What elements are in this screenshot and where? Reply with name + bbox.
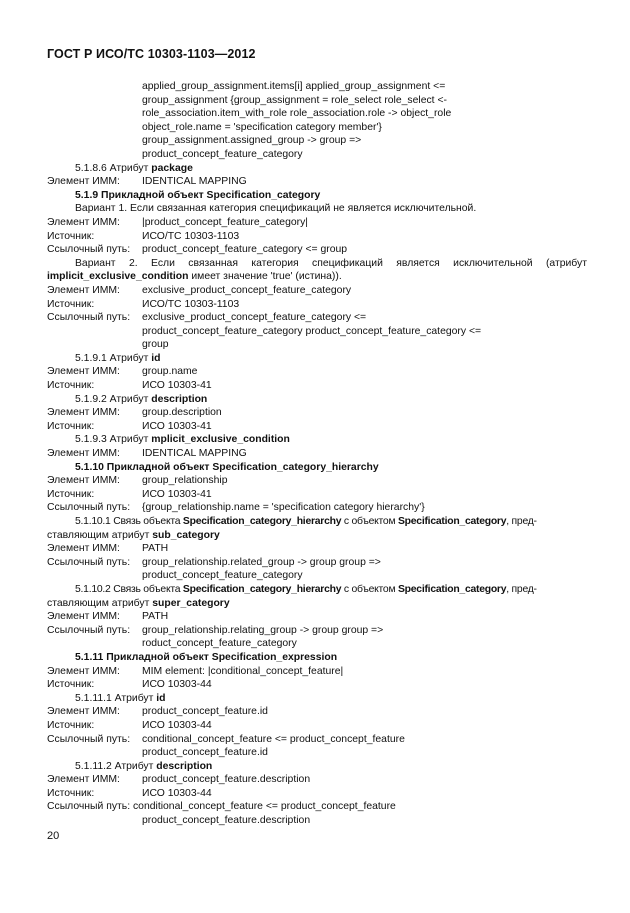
continuation-line: group_assignment {group_assignment = role_select role_select <- (142, 94, 447, 106)
text-span: с объектом (341, 583, 398, 595)
attribute-heading (47, 352, 587, 366)
mapping-label: Элемент ИММ: (47, 448, 120, 460)
text-span: имеет значение 'true' (истина)). (188, 271, 342, 283)
mapping-row (47, 420, 587, 434)
mapping-value: {group_relationship.name = 'specification category hierarchy'} (142, 502, 425, 514)
mapping-label: Элемент ИММ: (47, 706, 120, 718)
continuation-line: roduct_concept_feature_category (142, 638, 297, 650)
mapping-row (47, 624, 587, 638)
mapping-label: Элемент ИММ: (47, 216, 120, 228)
mapping-row (47, 678, 587, 692)
attribute-name: implicit_exclusive_condition (47, 271, 189, 283)
document-header: ГОСТ Р ИСО/ТС 10303-1103—2012 (47, 47, 256, 61)
mapping-row (47, 311, 587, 325)
attribute-number: 5.1.9.1 Атрибут (75, 352, 152, 364)
section-heading: 5.1.9 Прикладной объект Specification_category (75, 189, 321, 201)
mapping-label: Элемент ИММ: (47, 475, 120, 487)
mapping-label: Источник: (47, 787, 95, 799)
entity-name: Specification_category_hierarchy (182, 516, 342, 527)
text-span: с объектом (341, 516, 398, 527)
mapping-row (47, 230, 587, 244)
text-span: , пред- (506, 516, 537, 527)
mapping-label: Элемент ИММ: (47, 665, 120, 677)
mapping-label: Ссылочный путь: (47, 733, 131, 745)
mapping-value: group_relationship.related_group -> group group => (142, 556, 381, 568)
mapping-row (47, 501, 587, 515)
mapping-label: Источник: (47, 420, 95, 432)
mapping-row (47, 705, 587, 719)
section-heading: 5.1.10 Прикладной объект Specification_category_hierarchy (75, 461, 379, 473)
mapping-row (47, 175, 587, 189)
section-heading: 5.1.11 Прикладной объект Specification_expression (75, 651, 338, 663)
mapping-label: Элемент ИММ: (47, 284, 120, 296)
mapping-value: ИСО 10303-41 (142, 488, 212, 500)
mapping-row (47, 719, 587, 733)
mapping-value: ИСО 10303-44 (142, 787, 212, 799)
paragraph: Вариант 2. Если связанная категория спецификаций является исключительной (атрибут (75, 257, 587, 269)
mapping-row (47, 284, 587, 298)
mapping-row (47, 787, 587, 801)
text-span: ставляющим атрибут (47, 597, 153, 609)
mapping-row (47, 379, 587, 393)
attribute-number: 5.1.8.6 Атрибут (75, 162, 152, 174)
mapping-row (47, 365, 587, 379)
mapping-label: Элемент ИММ: (47, 611, 120, 623)
continuation-line: object_role.name = 'specification category member'} (142, 121, 382, 133)
mapping-value: product_concept_feature_category <= group (142, 244, 348, 256)
mapping-label: Источник: (47, 298, 95, 310)
continuation-line: product_concept_feature.id (142, 747, 268, 759)
text-span: , пред- (506, 583, 537, 595)
attribute-heading (47, 393, 587, 407)
mapping-label: Источник: (47, 380, 95, 392)
mapping-value: ИСО/ТС 10303-1103 (142, 298, 240, 310)
relation-heading (47, 515, 587, 529)
continuation-line: group_assignment.assigned_group -> group => (142, 135, 362, 147)
mapping-label: Ссылочный путь: (47, 556, 131, 568)
continuation-line: role_association.item_with_role role_association.role -> object_role (142, 108, 452, 120)
mapping-value: group.name (142, 366, 198, 378)
text-span: ставляющим атрибут (47, 529, 153, 541)
attribute-number: 5.1.9.3 Атрибут (75, 434, 152, 446)
attribute-name: description (156, 760, 213, 772)
mapping-row (47, 447, 587, 461)
mapping-value: IDENTICAL MAPPING (142, 448, 247, 460)
mapping-label: Элемент ИММ: (47, 366, 120, 378)
mapping-label: Элемент ИММ: (47, 774, 120, 786)
continuation-line: product_concept_feature_category (142, 148, 303, 160)
paragraph: Вариант 1. Если связанная категория спецификаций не является исключительной. (75, 203, 477, 215)
mapping-value: product_concept_feature.description (142, 774, 311, 786)
relation-heading (47, 583, 587, 597)
mapping-value: ИСО 10303-44 (142, 719, 212, 731)
page-number: 20 (47, 830, 60, 842)
attribute-heading (47, 760, 587, 774)
mapping-label: Элемент ИММ: (47, 543, 120, 555)
mapping-value: exclusive_product_concept_feature_category (142, 284, 352, 296)
mapping-label: Источник: (47, 488, 95, 500)
document-body (47, 80, 587, 828)
entity-name: Specification_category_hierarchy (182, 583, 342, 595)
mapping-label: Источник: (47, 230, 95, 242)
mapping-row (47, 773, 587, 787)
mapping-value: conditional_concept_feature <= product_concept_feature (142, 733, 405, 745)
mapping-value: ИСО/ТС 10303-1103 (142, 230, 240, 242)
mapping-label: Источник: (47, 679, 95, 691)
mapping-row (47, 216, 587, 230)
mapping-label: Ссылочный путь: (47, 244, 131, 256)
attribute-name: id (151, 352, 161, 364)
mapping-value: group_relationship.relating_group -> group group => (142, 624, 384, 636)
attribute-number: 5.1.11.2 Атрибут (75, 760, 157, 772)
mapping-row (47, 298, 587, 312)
paragraph-continuation (47, 270, 587, 284)
mapping-value: ИСО 10303-44 (142, 679, 212, 691)
mapping-value: product_concept_feature.id (142, 706, 268, 718)
mapping-label: Элемент ИММ: (47, 176, 120, 188)
mapping-row (47, 665, 587, 679)
continuation-line: product_concept_feature.description (142, 815, 311, 827)
entity-name: Specification_category (398, 516, 507, 527)
mapping-row (47, 406, 587, 420)
mapping-value: ИСО 10303-41 (142, 420, 212, 432)
attribute-name: super_category (152, 597, 230, 609)
mapping-value: IDENTICAL MAPPING (142, 176, 247, 188)
mapping-label: Элемент ИММ: (47, 407, 120, 419)
mapping-value: PATH (142, 611, 169, 623)
paragraph-continuation (47, 597, 587, 611)
mapping-value: |product_concept_feature_category| (142, 216, 308, 228)
text-span: 5.1.10.2 Связь объекта (75, 583, 183, 595)
mapping-row (47, 243, 587, 257)
mapping-label: Ссылочный путь: (47, 312, 131, 324)
mapping-value: ИСО 10303-41 (142, 380, 212, 392)
continuation-line: group (142, 339, 169, 351)
continuation-line: product_concept_feature_category (142, 570, 303, 582)
attribute-name: sub_category (152, 529, 220, 541)
mapping-value: group_relationship (142, 475, 228, 487)
mapping-row (47, 556, 587, 570)
attribute-name: mplicit_exclusive_condition (151, 434, 290, 446)
mapping-label: Источник: (47, 719, 95, 731)
mapping-value: group.description (142, 407, 222, 419)
attribute-name: id (156, 692, 166, 704)
mapping-value: exclusive_product_concept_feature_category <= (142, 312, 367, 324)
mapping-value: MIM element: |conditional_concept_feature| (142, 665, 344, 677)
text-span: 5.1.10.1 Связь объекта (75, 516, 183, 527)
mapping-label: Ссылочный путь: (47, 502, 131, 514)
mapping-row (47, 610, 587, 624)
mapping-label: Ссылочный путь: (47, 624, 131, 636)
attribute-number: 5.1.9.2 Атрибут (75, 393, 152, 405)
mapping-value: PATH (142, 543, 169, 555)
attribute-name: description (151, 393, 208, 405)
mapping-row (47, 733, 587, 747)
mapping-row (47, 488, 587, 502)
continuation-line: applied_group_assignment.items[i] applied_group_assignment <= (142, 81, 446, 92)
reference-path-line: Ссылочный путь: conditional_concept_feature <= product_concept_feature (47, 801, 396, 813)
attribute-number: 5.1.11.1 Атрибут (75, 692, 157, 704)
attribute-heading (47, 433, 587, 447)
attribute-name: package (151, 162, 193, 174)
continuation-line: product_concept_feature_category product_concept_feature_category <= (142, 325, 482, 337)
mapping-row (47, 474, 587, 488)
mapping-row (47, 542, 587, 556)
attribute-heading (47, 692, 587, 706)
attribute-heading (47, 162, 587, 176)
entity-name: Specification_category (398, 583, 507, 595)
paragraph-continuation (47, 529, 587, 543)
